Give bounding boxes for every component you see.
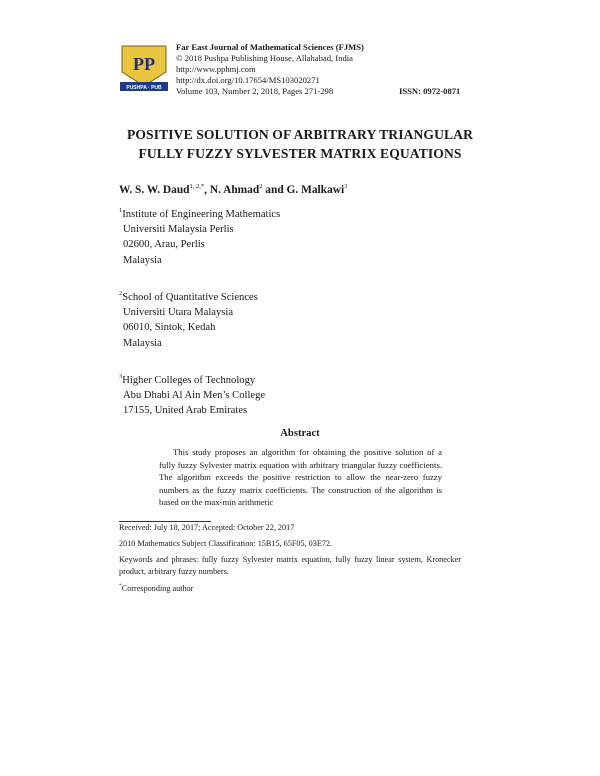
affiliation-mark: 2: [119, 290, 123, 297]
svg-text:PP: PP: [133, 54, 155, 74]
affiliation-line: 06010, Sintok, Kedah: [123, 322, 216, 334]
affiliation-3: [119, 369, 265, 419]
journal-doi[interactable]: http://dx.doi.org/10.17654/MS103020271: [176, 75, 320, 85]
affiliation-line: Higher Colleges of Technology: [122, 375, 256, 386]
abstract-heading: Abstract: [280, 428, 320, 439]
author-affiliation-mark: 3: [344, 183, 348, 190]
journal-copyright: © 2018 Pushpa Publishing House, Allahabad, India: [176, 53, 353, 63]
msc-classification: 2010 Mathematics Subject Classification: 15B15, 65F05, 03E72.: [119, 539, 333, 548]
affiliation-line: 02600, Arau, Perlis: [123, 239, 205, 251]
author-name: N. Ahmad: [209, 184, 260, 196]
keywords: Keywords and phrases: fully fuzzy Sylvester matrix equation, fully fuzzy linear system, Kronecker product, arbitrary fuzzy numbers.: [119, 555, 461, 576]
author-affiliation-mark: 2: [259, 183, 263, 190]
corresponding-author-note: [119, 580, 193, 595]
abstract-text: This study proposes an algorithm for obtaining the positive solution of a fully fuzzy Sylvester matrix equation with arbitrary triangular fuzzy coefficients. The algorithm exceeds the positive restriction to allow the near-zero fuzzy numbers as the fuzzy matrix coefficients. The construction of the algorithm is based on the max-min arithmetic: [159, 447, 442, 508]
affiliation-mark: 1: [119, 207, 123, 214]
paper-title-line-1: POSITIVE SOLUTION OF ARBITRARY TRIANGULAR: [126, 127, 474, 142]
author-name: W. S. W. Daud: [119, 184, 190, 196]
journal-title: Far East Journal of Mathematical Sciences (FJMS): [176, 42, 364, 52]
affiliation-line: Abu Dhabi Al Ain Men’s College: [123, 390, 266, 402]
paper-title-line-2: FULLY FUZZY SYLVESTER MATRIX EQUATIONS: [138, 146, 462, 161]
svg-text:PUSHPA · PUB: PUSHPA · PUB: [126, 85, 162, 91]
affiliation-line: Malaysia: [123, 337, 162, 349]
journal-issn: ISSN: 0972-0871: [399, 86, 461, 96]
affiliation-1: [119, 203, 280, 268]
affiliation-line: School of Quantitative Sciences: [122, 292, 258, 303]
corresponding-mark: *: [119, 583, 122, 589]
journal-volume: Volume 103, Number 2, 2018, Pages 271-298: [176, 86, 334, 96]
affiliation-line: Universiti Malaysia Perlis: [123, 224, 234, 236]
journal-url[interactable]: http://www.pphmj.com: [176, 64, 256, 74]
author-affiliation-mark: 1, 2,*: [189, 183, 205, 190]
affiliation-line: Malaysia: [123, 254, 162, 266]
affiliation-2: [119, 286, 258, 351]
author-list: [119, 183, 347, 196]
author-name: G. Malkawi: [286, 184, 345, 196]
affiliation-mark: 3: [119, 373, 123, 380]
author-separator: ,: [204, 184, 210, 196]
affiliation-line: Universiti Utara Malaysia: [123, 307, 234, 319]
corresponding-label: Corresponding author: [121, 584, 194, 593]
journal-logo: [118, 42, 170, 94]
received-dates: Received: July 18, 2017; Accepted: October 22, 2017: [119, 523, 295, 532]
affiliation-line: 17155, United Arab Emirates: [123, 405, 248, 417]
affiliation-line: Institute of Engineering Mathematics: [122, 209, 281, 220]
author-separator: and: [262, 184, 287, 196]
